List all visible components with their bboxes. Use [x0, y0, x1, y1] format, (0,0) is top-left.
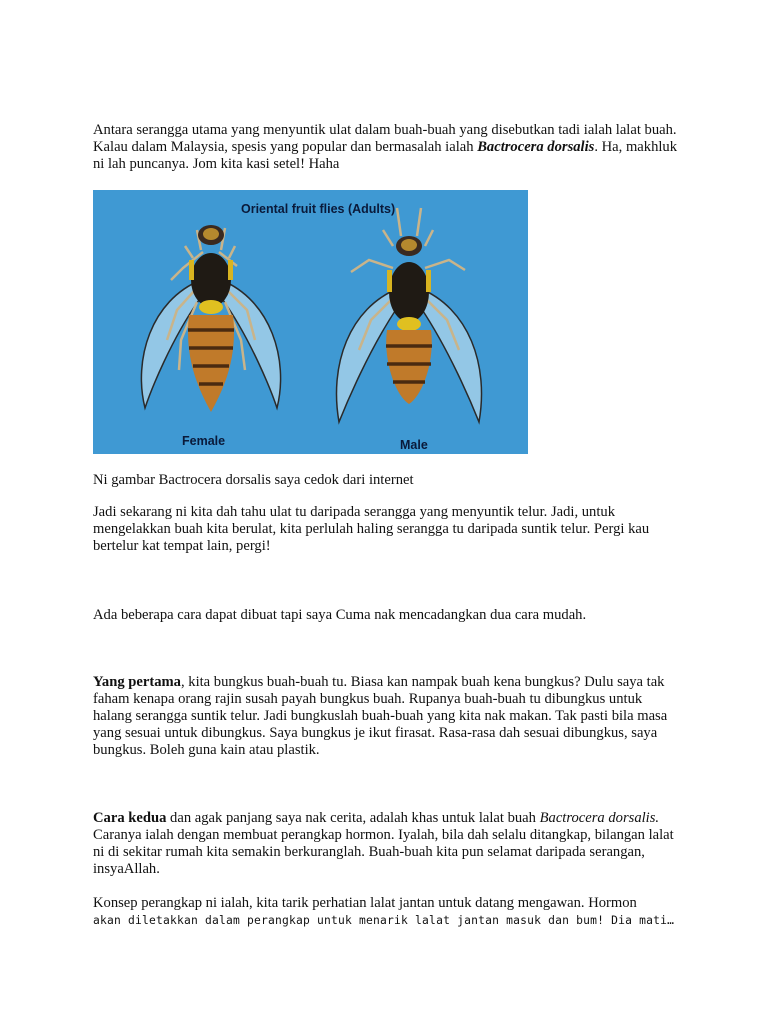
fruit-fly-image [93, 190, 528, 454]
paragraph-3: Ada beberapa cara dapat dibuat tapi saya Cuma nak mencadangkan dua cara mudah. [93, 607, 587, 623]
label-female: Female [182, 434, 226, 448]
paragraph-2: Jadi sekarang ni kita dah tahu ulat tu daripada serangga yang menyuntik telur. Jadi, untuk mengelakkan buah kita berulat, kita perlulah haling serangga tu daripada suntik telur. Pergi kau bertelur kat tempat lain, pergi! [93, 504, 650, 554]
intro-text: Antara serangga utama yang menyuntik ulat dalam buah-buah yang disebutkan tadi ialah lalat buah. Kalau dalam Malaysia, spesis yang popular dan bermasalah ialah [93, 122, 677, 155]
intro-text-end: . Ha, makhluk ni lah puncanya. Jom kita kasi setel! Haha [93, 139, 678, 172]
paragraph-second-method [93, 810, 683, 878]
first-method-text: , kita bungkus buah-buah tu. Biasa kan nampak buah kena bungkus? Dulu saya tak faham kenapa orang rajin susah payah bungkus buah. Rupanya buah-buah tu dibungkus untuk halang serangga suntik telur. Jadi bungkuslah buah-buah yang kita nak makan. Tak pasti bila masa yang sesuai untuk dibungkus. Saya bungkus je ikut firasat. Rasa-rasa dah sesuai dibungkus, saya bungkus. Boleh guna kain atau plastik. [93, 674, 668, 758]
label-male: Male [400, 438, 428, 452]
female-fly [141, 225, 280, 412]
intro-paragraph [93, 122, 683, 173]
image-caption: Ni gambar Bactrocera dorsalis saya cedok dari internet [93, 472, 414, 488]
trap-concept-text: Konsep perangkap ni ialah, kita tarik perhatian lalat jantan untuk datang mengawan. Hormon [93, 895, 637, 911]
paragraph-first-method [93, 674, 683, 759]
fruit-flies-illustration [93, 190, 528, 454]
paragraph-trap-concept [93, 895, 683, 929]
species-name-2: Bactrocera dorsalis. [539, 810, 660, 826]
figure-title: Oriental fruit flies (Adults) [241, 202, 396, 216]
second-method-text-end: Caranya ialah dengan membuat perangkap hormon. Iyalah, bila dah selalu ditangkap, bilangan lalat ni di sekitar rumah kita semakin berkuranglah. Buah-buah kita pun selamat daripada serangan, insyaAllah. [93, 827, 674, 877]
species-name: Bactrocera dorsalis [477, 139, 595, 155]
second-method-heading: Cara kedua [93, 810, 167, 826]
male-fly [337, 208, 482, 422]
second-method-text: dan agak panjang saya nak cerita, adalah khas untuk lalat buah [166, 810, 540, 826]
first-method-heading: Yang pertama [93, 674, 181, 690]
trap-concept-tail: akan diletakkan dalam perangkap untuk menarik lalat jantan masuk dan bum! Dia mati… [93, 914, 675, 927]
